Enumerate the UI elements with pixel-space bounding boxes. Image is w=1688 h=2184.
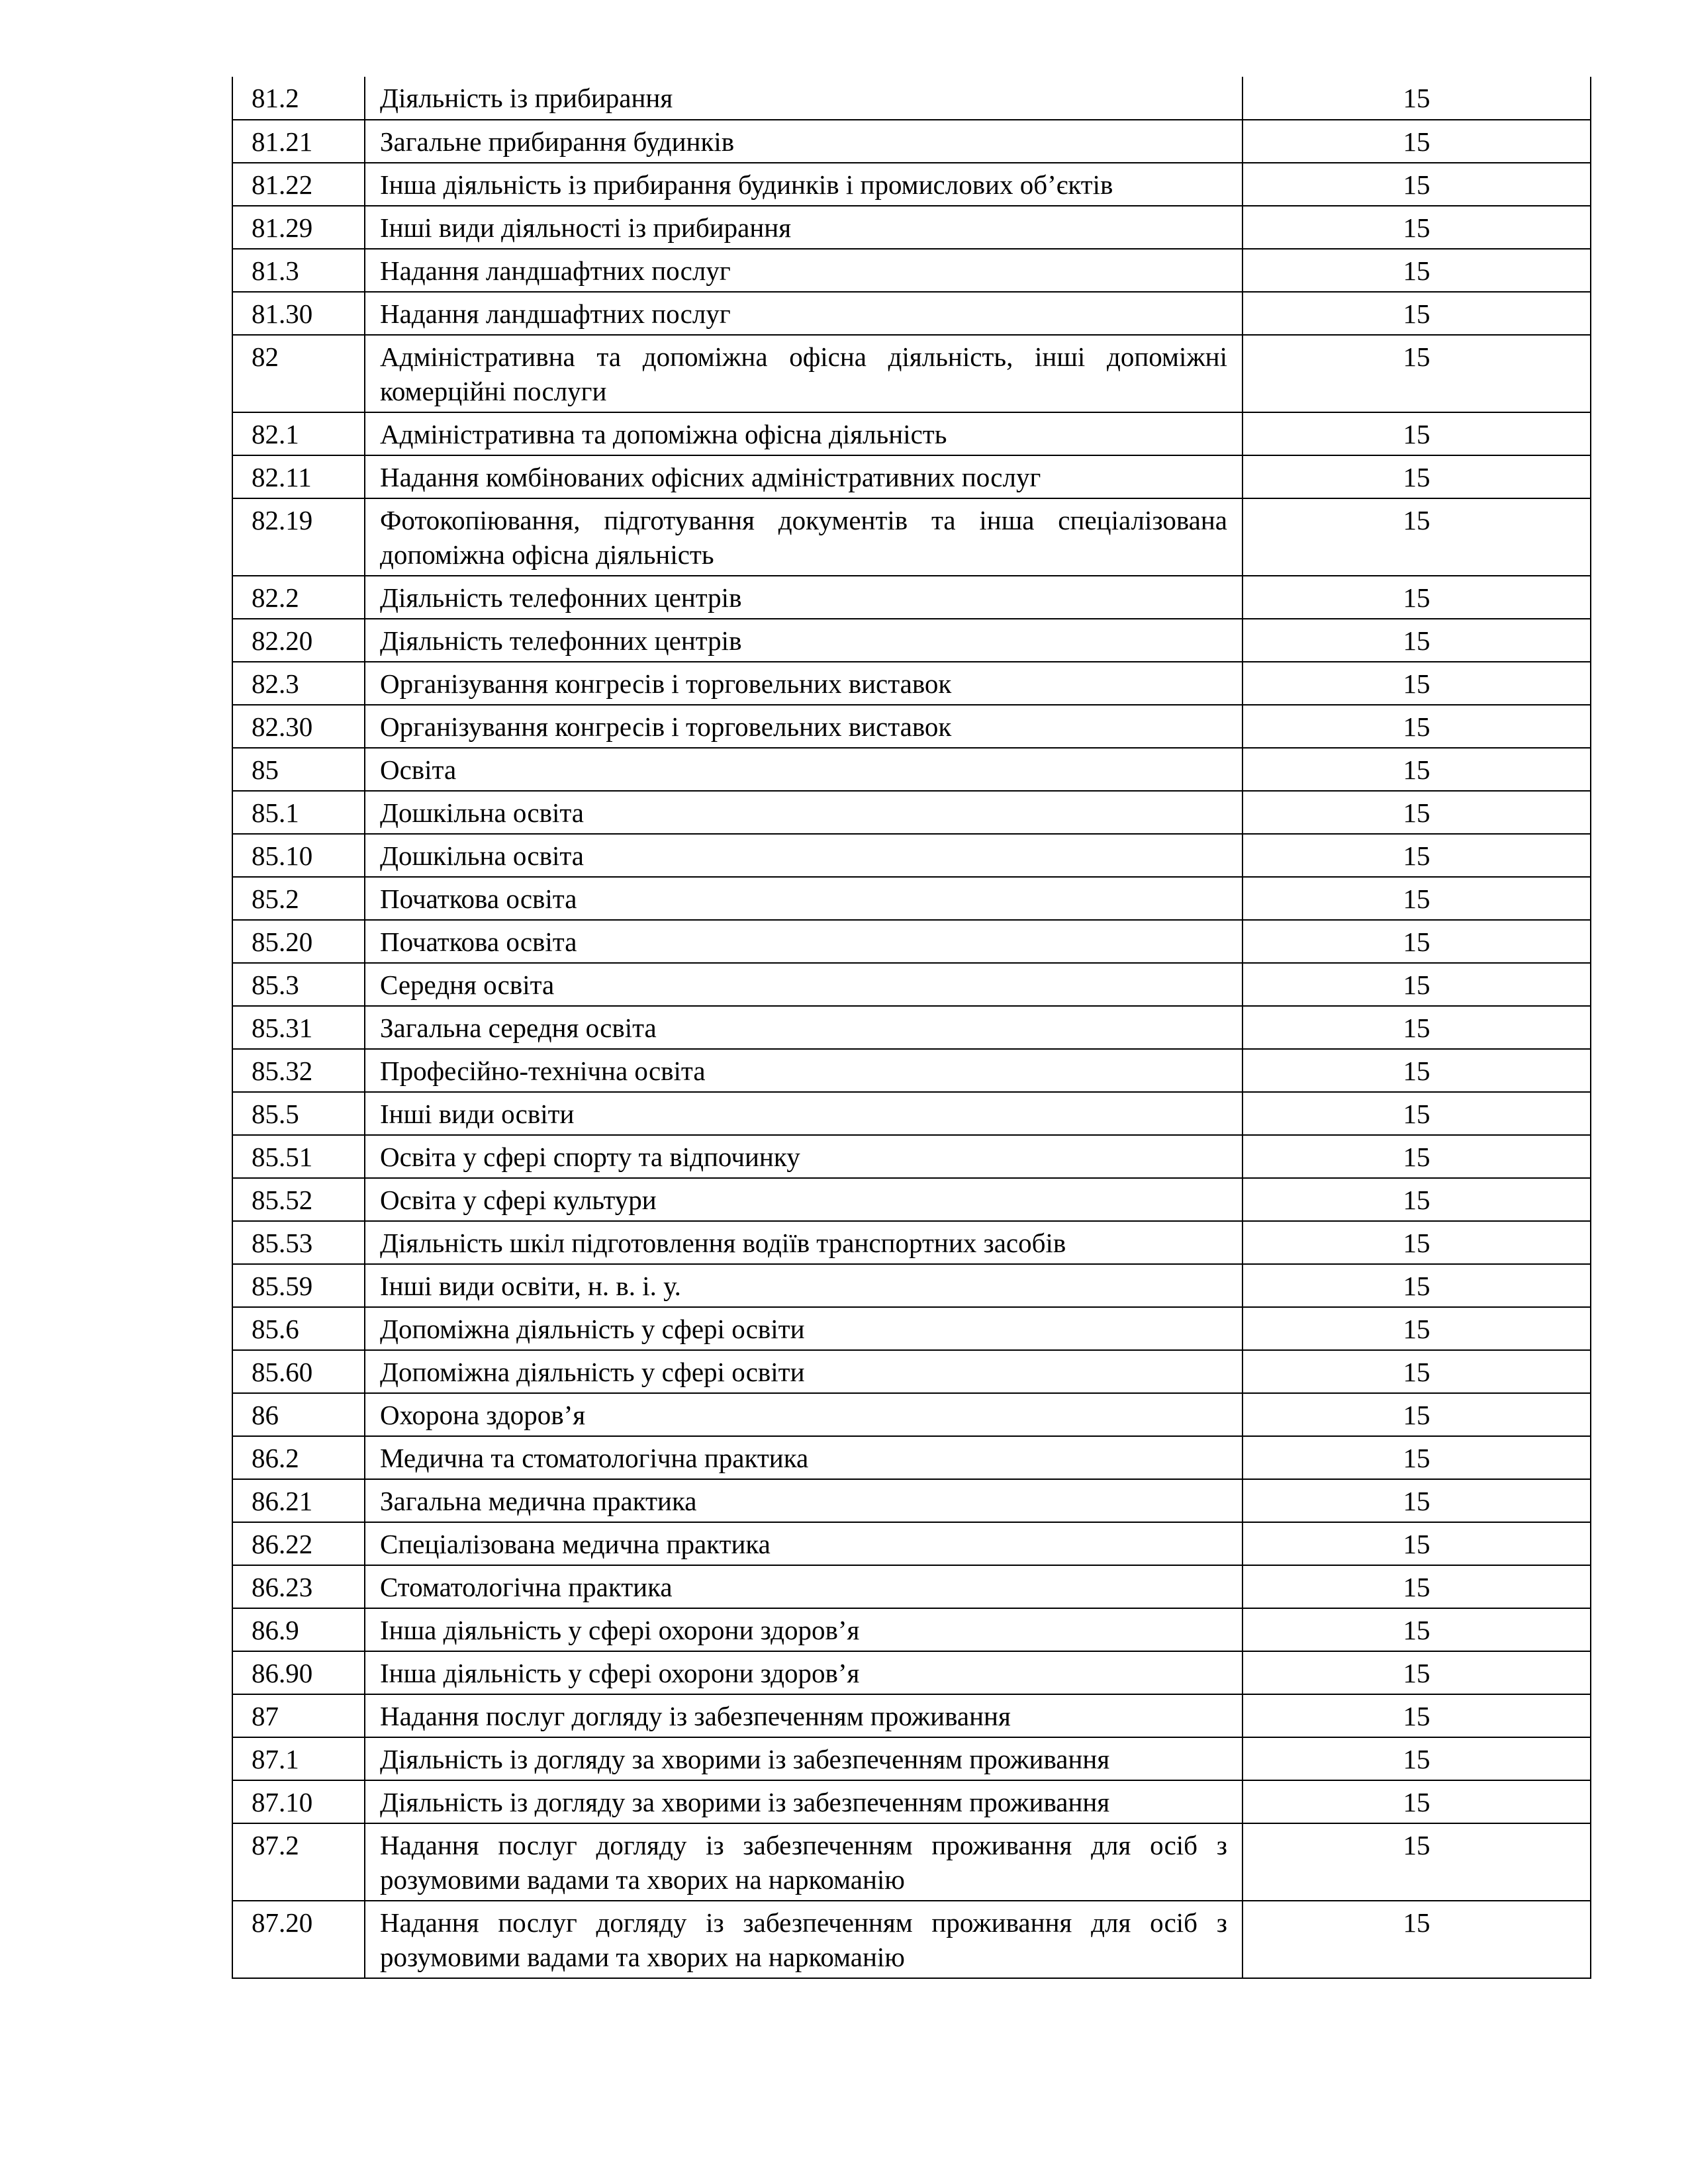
table-body [232,77,1591,1978]
activity-code: 85.51 [232,1135,365,1178]
table-row [232,576,1591,619]
table-row [232,1608,1591,1651]
activity-name: Дошкільна освіта [365,791,1243,834]
activity-rate: 15 [1243,1393,1591,1436]
table-row [232,249,1591,292]
activity-code: 82.30 [232,705,365,748]
table-row [232,1436,1591,1479]
activity-code: 85.2 [232,877,365,920]
activity-code: 85 [232,748,365,791]
activity-code: 86.21 [232,1479,365,1522]
activity-rate: 15 [1243,1565,1591,1608]
activity-rate: 15 [1243,1522,1591,1565]
table-row [232,292,1591,335]
activity-rate: 15 [1243,1901,1591,1978]
activity-code: 82.3 [232,662,365,705]
activity-code: 81.22 [232,163,365,206]
activity-code: 87.1 [232,1737,365,1780]
activity-code: 85.59 [232,1264,365,1307]
activity-name: Інша діяльність у сфері охорони здоров’я [365,1651,1243,1694]
activity-code: 86.9 [232,1608,365,1651]
table-row [232,834,1591,877]
activity-rate: 15 [1243,662,1591,705]
activity-code: 85.10 [232,834,365,877]
table-row [232,963,1591,1006]
activity-rate: 15 [1243,77,1591,120]
activity-code: 82 [232,335,365,412]
activity-rate: 15 [1243,1436,1591,1479]
activity-rate: 15 [1243,1006,1591,1049]
activity-code: 85.20 [232,920,365,963]
activity-code: 85.5 [232,1092,365,1135]
activity-name: Початкова освіта [365,877,1243,920]
activity-code: 85.6 [232,1307,365,1350]
activity-code: 85.3 [232,963,365,1006]
activity-code: 85.1 [232,791,365,834]
activity-rate: 15 [1243,619,1591,662]
table-row [232,748,1591,791]
activity-name: Діяльність телефонних центрів [365,619,1243,662]
activity-rate: 15 [1243,163,1591,206]
table-row [232,920,1591,963]
activity-rate: 15 [1243,705,1591,748]
activity-code: 87.10 [232,1780,365,1823]
table-row [232,1049,1591,1092]
activity-code: 81.21 [232,120,365,163]
activity-name: Організування конгресів і торговельних виставок [365,705,1243,748]
activity-code: 85.31 [232,1006,365,1049]
activity-name: Освіта у сфері спорту та відпочинку [365,1135,1243,1178]
activity-rate: 15 [1243,120,1591,163]
activity-code: 81.3 [232,249,365,292]
table-row [232,791,1591,834]
activity-name: Середня освіта [365,963,1243,1006]
activity-name: Стоматологічна практика [365,1565,1243,1608]
activity-rate: 15 [1243,455,1591,498]
table-row [232,77,1591,120]
table-row [232,619,1591,662]
table-row [232,335,1591,412]
activity-name: Загальне прибирання будинків [365,120,1243,163]
table-row [232,1651,1591,1694]
activity-code: 82.11 [232,455,365,498]
activity-rate: 15 [1243,1479,1591,1522]
activity-name: Діяльність із прибирання [365,77,1243,120]
activity-code: 86.23 [232,1565,365,1608]
activity-rate: 15 [1243,292,1591,335]
table-row [232,120,1591,163]
activity-rate: 15 [1243,791,1591,834]
activity-name: Діяльність шкіл підготовлення водіїв транспортних засобів [365,1221,1243,1264]
activity-name: Адміністративна та допоміжна офісна діяльність [365,412,1243,455]
activity-rate: 15 [1243,1264,1591,1307]
table-row [232,1006,1591,1049]
activity-rate: 15 [1243,1178,1591,1221]
table-row [232,1737,1591,1780]
table-row [232,877,1591,920]
activity-name: Організування конгресів і торговельних виставок [365,662,1243,705]
table-row [232,1393,1591,1436]
activity-code: 82.20 [232,619,365,662]
activity-rate: 15 [1243,877,1591,920]
activity-rate: 15 [1243,1350,1591,1393]
table-row [232,1522,1591,1565]
activity-rate: 15 [1243,963,1591,1006]
table-row [232,163,1591,206]
activity-rate: 15 [1243,1737,1591,1780]
activity-name: Діяльність із догляду за хворими із забезпеченням проживання [365,1780,1243,1823]
table-row [232,498,1591,576]
activity-code: 86.90 [232,1651,365,1694]
table-row [232,662,1591,705]
activity-rate: 15 [1243,1694,1591,1737]
activity-name: Початкова освіта [365,920,1243,963]
activity-rates-table [232,77,1591,1979]
activity-code: 86.22 [232,1522,365,1565]
activity-rate: 15 [1243,206,1591,249]
activity-code: 82.2 [232,576,365,619]
activity-name: Діяльність телефонних центрів [365,576,1243,619]
activity-rate: 15 [1243,1092,1591,1135]
activity-code: 85.52 [232,1178,365,1221]
activity-rate: 15 [1243,748,1591,791]
activity-code: 85.53 [232,1221,365,1264]
table-row [232,1780,1591,1823]
activity-name: Інші види освіти, н. в. і. у. [365,1264,1243,1307]
activity-name: Охорона здоров’я [365,1393,1243,1436]
activity-name: Освіта [365,748,1243,791]
activity-code: 86 [232,1393,365,1436]
activity-code: 82.19 [232,498,365,576]
activity-name: Надання послуг догляду із забезпеченням проживання [365,1694,1243,1737]
activity-name: Допоміжна діяльність у сфері освіти [365,1307,1243,1350]
activity-name: Дошкільна освіта [365,834,1243,877]
table-row [232,1221,1591,1264]
table-row [232,1178,1591,1221]
table-row [232,1694,1591,1737]
activity-name: Діяльність із догляду за хворими із забезпеченням проживання [365,1737,1243,1780]
table-row [232,1135,1591,1178]
activity-name: Інша діяльність у сфері охорони здоров’я [365,1608,1243,1651]
activity-code: 85.60 [232,1350,365,1393]
activity-rate: 15 [1243,1608,1591,1651]
activity-rate: 15 [1243,1823,1591,1901]
activity-name: Загальна медична практика [365,1479,1243,1522]
activity-rate: 15 [1243,1135,1591,1178]
activity-name: Надання комбінованих офісних адміністративних послуг [365,455,1243,498]
activity-rate: 15 [1243,249,1591,292]
table-row [232,412,1591,455]
activity-name: Фотокопіювання, підготування документів та інша спеціалізована допоміжна офісна діяльність [365,498,1243,576]
activity-name: Надання послуг догляду із забезпеченням проживання для осіб з розумовими вадами та хворих на наркоманію [365,1823,1243,1901]
activity-code: 86.2 [232,1436,365,1479]
activity-name: Надання ландшафтних послуг [365,292,1243,335]
activity-name: Освіта у сфері культури [365,1178,1243,1221]
activity-code: 82.1 [232,412,365,455]
table-row [232,1565,1591,1608]
activity-code: 81.30 [232,292,365,335]
activity-code: 87.2 [232,1823,365,1901]
activity-code: 81.29 [232,206,365,249]
activity-name: Інші види освіти [365,1092,1243,1135]
activity-rate: 15 [1243,1049,1591,1092]
activity-code: 81.2 [232,77,365,120]
table-row [232,206,1591,249]
table-row [232,1901,1591,1978]
activity-rate: 15 [1243,1221,1591,1264]
table-row [232,1823,1591,1901]
activity-rate: 15 [1243,498,1591,576]
activity-name: Інші види діяльності із прибирання [365,206,1243,249]
activity-code: 85.32 [232,1049,365,1092]
activity-name: Надання ландшафтних послуг [365,249,1243,292]
table-row [232,1264,1591,1307]
activity-rate: 15 [1243,920,1591,963]
activity-code: 87 [232,1694,365,1737]
table-row [232,1307,1591,1350]
activity-name: Спеціалізована медична практика [365,1522,1243,1565]
table-row [232,1479,1591,1522]
activity-name: Надання послуг догляду із забезпеченням проживання для осіб з розумовими вадами та хворих на наркоманію [365,1901,1243,1978]
table-row [232,1350,1591,1393]
activity-rate: 15 [1243,1780,1591,1823]
activity-code: 87.20 [232,1901,365,1978]
activity-name: Загальна середня освіта [365,1006,1243,1049]
activity-rate: 15 [1243,412,1591,455]
activity-name: Інша діяльність із прибирання будинків і промислових об’єктів [365,163,1243,206]
table-row [232,455,1591,498]
activity-rate: 15 [1243,834,1591,877]
activity-name: Допоміжна діяльність у сфері освіти [365,1350,1243,1393]
table-row [232,705,1591,748]
activity-rate: 15 [1243,1307,1591,1350]
activity-rate: 15 [1243,1651,1591,1694]
activity-name: Адміністративна та допоміжна офісна діяльність, інші допоміжні комерційні послуги [365,335,1243,412]
activity-name: Медична та стоматологічна практика [365,1436,1243,1479]
activity-name: Професійно-технічна освіта [365,1049,1243,1092]
activity-rate: 15 [1243,335,1591,412]
activity-rate: 15 [1243,576,1591,619]
table-row [232,1092,1591,1135]
